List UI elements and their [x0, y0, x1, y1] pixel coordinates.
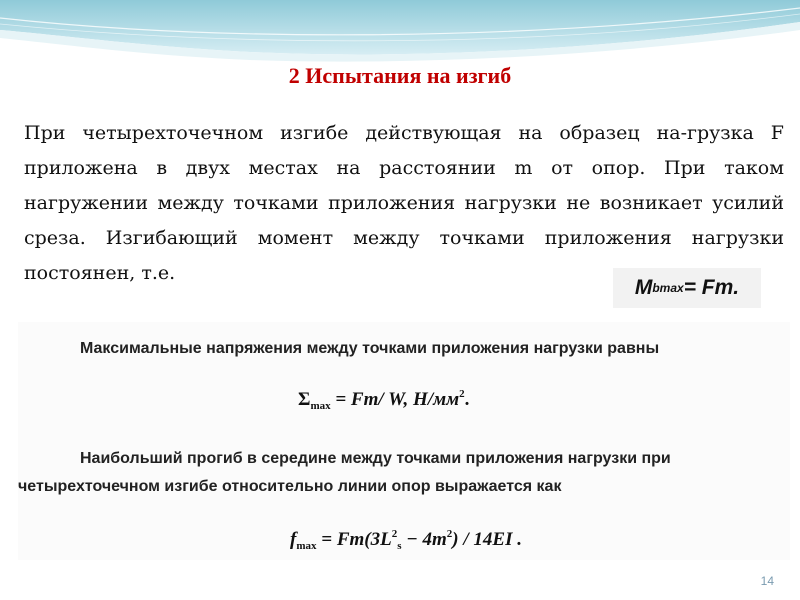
- body-paragraph: При четырехточечном изгибе действующая на образец на-грузка F приложена в двух местах на расстоянии m от опор. При таком нагружении между точками приложения нагрузки не возникает усилий среза. Изгибающий момент между точками приложения нагрузки постоянен, т.е.: [24, 122, 784, 284]
- stress-end: .: [464, 389, 470, 410]
- deflection-subscript: max: [296, 540, 317, 552]
- slide-title: 2 Испытания на изгиб: [288, 63, 512, 88]
- deflection-formula: [290, 528, 522, 552]
- sigma-symbol: Σ: [298, 389, 311, 410]
- stress-formula: [298, 388, 469, 412]
- panel-line-deflection-1: Наибольший прогиб в середине между точками приложения нагрузки при: [80, 450, 671, 467]
- m-superscript: 2: [446, 528, 453, 540]
- ls-superscript: 2: [391, 528, 398, 540]
- page-number: 14: [760, 574, 774, 588]
- deflection-part1: = Fm(3L: [316, 529, 392, 550]
- moment-formula: [613, 268, 761, 308]
- moment-subscript: bmax: [652, 281, 684, 295]
- deflection-part2: − 4m: [401, 529, 447, 550]
- deflection-symbol: f: [290, 529, 297, 550]
- ls-subscript: s: [397, 540, 402, 552]
- stress-superscript: 2: [459, 388, 465, 400]
- stress-rhs: = Fm/ W, Н/мм: [330, 389, 460, 410]
- moment-symbol: M: [634, 276, 653, 299]
- header-wave-decoration: [0, 0, 800, 70]
- moment-rhs: = Fm.: [683, 276, 740, 299]
- panel-line-stress: Максимальные напряжения между точками приложения нагрузки равны: [80, 340, 660, 357]
- panel-line-deflection-2: четырехточечном изгибе относительно линии опор выражается как: [18, 478, 562, 495]
- deflection-part3: ) / 14EI .: [452, 529, 522, 550]
- formula-panel: [18, 322, 790, 560]
- sigma-subscript: max: [310, 400, 331, 412]
